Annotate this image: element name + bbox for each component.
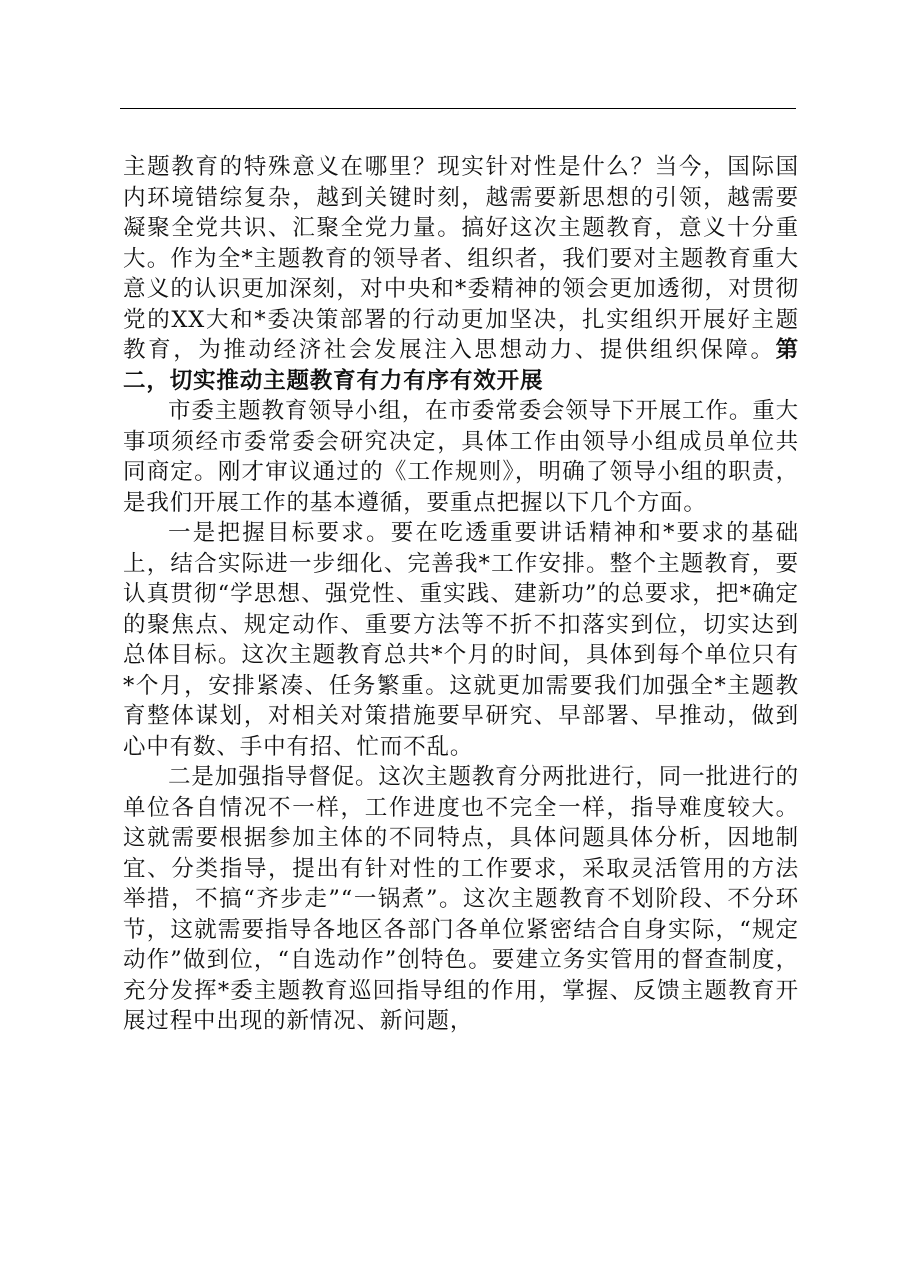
paragraph-point-two: 二是加强指导督促。这次主题教育分两批进行，同一批进行的单位各自情况不一样，工作进度也不完全一样，指导难度较大。这就需要根据参加主体的不同特点，具体问题具体分析，因地制宜、分类指导，提出有针对性的工作要求，采取灵活管用的方法举措，不搞“齐步走”“一锅煮”。这次主题教育不划阶段、不分环节，这就需要指导各地区各部门各单位紧密结合自身实际，“规定动作”做到位，“自选动作”创特色。要建立务实管用的督查制度，充分发挥*委主题教育巡回指导组的作用，掌握、反馈主题教育开展过程中出现的新情况、新问题， xyxy=(123,764,799,1034)
header-rule xyxy=(120,108,796,109)
paragraph-significance xyxy=(123,152,799,396)
section-heading-second: 第二，切实推动主题教育有力有序有效开展 xyxy=(123,337,799,394)
paragraph-point-one: 一是把握目标要求。要在吃透重要讲话精神和*要求的基础上，结合实际进一步细化、完善我*工作安排。整个主题教育，要认真贯彻“学思想、强党性、重实践、建新功”的总要求，把*确定的聚焦点、规定动作、重要方法等不折不扣落实到位，切实达到总体目标。这次主题教育总共*个月的时间，具体到每个单位只有*个月，安排紧凑、任务繁重。这就更加需要我们加强全*主题教育整体谋划，对相关对策措施要早研究、早部署、早推动，做到心中有数、手中有招、忙而不乱。 xyxy=(123,520,799,760)
paragraph-leading-group: 市委主题教育领导小组，在市委常委会领导下开展工作。重大事项须经市委常委会研究决定，具体工作由领导小组成员单位共同商定。刚才审议通过的《工作规则》，明确了领导小组的职责，是我们开展工作的基本遵循，要重点把握以下几个方面。 xyxy=(123,398,799,516)
paragraph-significance-text: 主题教育的特殊意义在哪里？现实针对性是什么？当今，国际国内环境错综复杂，越到关键时刻，越需要新思想的引领，越需要凝聚全党共识、汇聚全党力量。搞好这次主题教育，意义十分重大。作为全*主题教育的领导者、组织者，我们要对主题教育重大意义的认识更加深刻，对中央和*委精神的领会更加透彻，对贯彻党的XX大和*委决策部署的行动更加坚决，扎实组织开展好主题教育，为推动经济社会发展注入思想动力、提供组织保障。 xyxy=(123,154,799,363)
document-body xyxy=(123,152,799,1037)
